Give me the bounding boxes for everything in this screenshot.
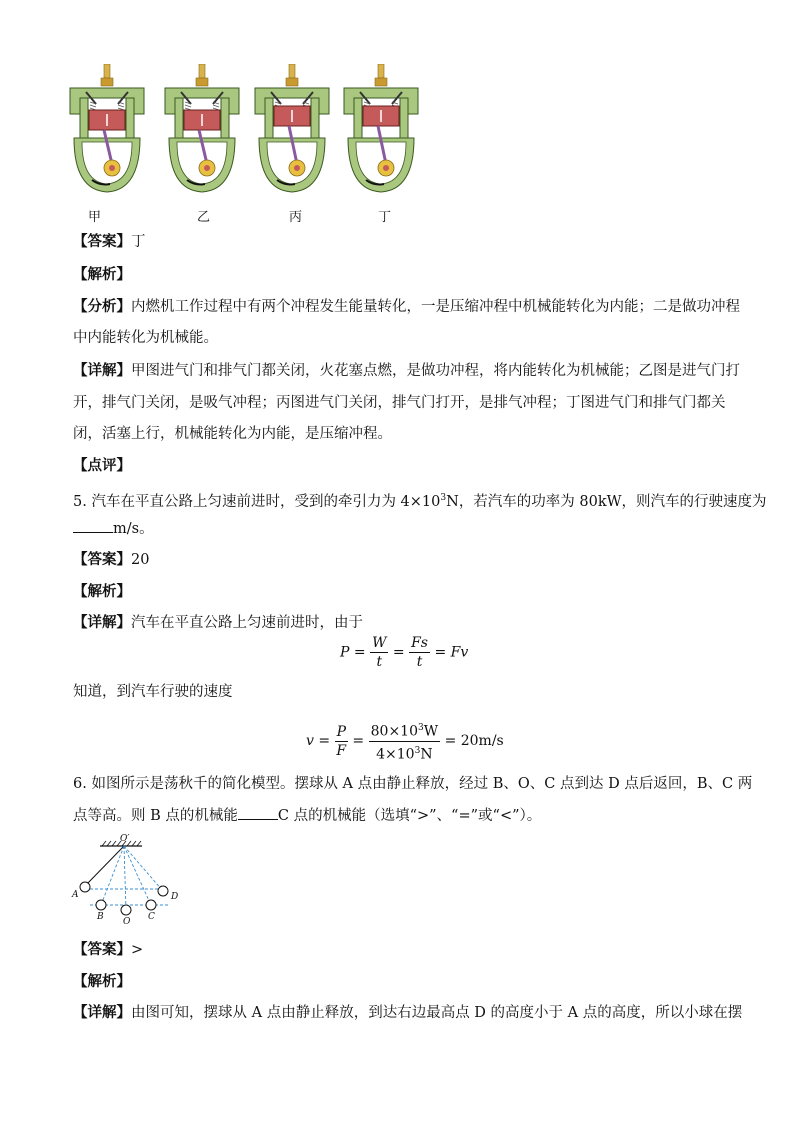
answer-tag: 【答案】 [73, 233, 131, 250]
eq-symbol: v [306, 733, 314, 750]
fraction-values [369, 719, 440, 763]
xiangjie-tag: 【详解】 [73, 1004, 131, 1021]
q5-stem-line-2 [73, 518, 154, 539]
num-value: 80×10 [370, 723, 418, 740]
q4-xiangjie-line-2: 开，排气门关闭，是吸气冲程；丙图进气门关闭，排气门打开，是排气冲程；丁图进气门和排气门都关 [73, 395, 726, 411]
q5-stem-line-1 [73, 488, 767, 512]
answer-tag: 【答案】 [73, 941, 131, 958]
q5-know-line: 知道，到汽车行驶的速度 [73, 684, 233, 700]
engine-diagrams [66, 64, 426, 204]
frac-num: P [336, 723, 346, 740]
q6-answer-line [73, 940, 143, 960]
frac-den: t [416, 654, 423, 670]
label-o: O [123, 917, 131, 927]
q4-answer-line [73, 232, 146, 252]
pendulum-diagram [70, 834, 190, 930]
xiangjie-text: 由图可知，摆球从 A 点由静止释放，到达右边最高点 D 的高度小于 A 点的高度，所以小球在摆 [131, 1005, 743, 1021]
engine-jia [70, 64, 144, 192]
label-d: D [171, 892, 179, 902]
frac-num: Fs [411, 635, 428, 651]
frac-den [369, 742, 440, 764]
eq-result: = 20m/s [444, 733, 504, 750]
q6-stem-a: 点等高。则 B 点的机械能 [73, 808, 238, 824]
q4-dianping-tag: 【点评】 [73, 457, 131, 474]
q4-fenxi-line-1 [73, 297, 740, 317]
q6-stem-line-1: 6. 如图所示是荡秋千的简化模型。摆球从 A 点由静止释放，经过 B、O、C 点到达 D 点后返回，B、C 两 [73, 776, 753, 792]
num-unit: W [423, 723, 439, 740]
q6-stem-b: C 点的机械能（选填“>”、“=”或“<”）。 [277, 808, 542, 824]
q4-xiangjie-line-1 [73, 361, 740, 381]
engine-yi [165, 64, 239, 192]
answer-tag: 【答案】 [73, 551, 131, 568]
q5-answer-line [73, 550, 149, 570]
q6-answer-blank[interactable] [238, 805, 278, 820]
equation-speed: v = $\frac{P}{F}$ = $\frac{80\times 10^3W}{4\times 10^3N}$ = 20m/s [306, 719, 504, 763]
engine-label-2: 乙 [197, 210, 211, 225]
q5-answer-blank[interactable] [73, 518, 113, 533]
den-unit: N [420, 746, 433, 763]
xiangjie-tag: 【详解】 [73, 614, 131, 631]
q5-stem-b: N，若汽车的功率为 80kW，则汽车的行驶速度为 [446, 493, 767, 510]
q5-stem-a: 5. 汽车在平直公路上匀速前进时，受到的牵引力为 4×10 [73, 493, 441, 510]
engine-label-1: 甲 [88, 210, 102, 225]
den-exp: 3 [414, 745, 421, 756]
answer-value: 20 [131, 552, 150, 568]
label-a: A [72, 890, 79, 900]
q4-xiangjie-line-3: 闭，活塞上行，机械能转化为内能，是压缩冲程。 [73, 426, 392, 442]
num-exp: 3 [417, 723, 424, 733]
answer-value: > [131, 942, 144, 958]
engine-bing [255, 64, 329, 192]
fraction-w-t [370, 634, 388, 671]
label-o-prime: O′ [120, 834, 130, 844]
xiangjie-text: 甲图进气门和排气门都关闭，火花塞点燃，是做功冲程，将内能转化为机械能；乙图是进气门打 [131, 363, 740, 379]
q6-analysis-tag: 【解析】 [73, 973, 131, 990]
den-value: 4×10 [376, 746, 415, 763]
equation-power: P = $\frac{W}{t}$ = $\frac{Fs}{t}$ = Fv [340, 635, 469, 670]
label-b: B [97, 912, 104, 922]
q4-fenxi-line-2: 中内能转化为机械能。 [73, 330, 218, 346]
eq-symbol: Fv [450, 644, 469, 661]
q4-analysis-tag: 【解析】 [73, 266, 131, 283]
q5-analysis-tag: 【解析】 [73, 583, 131, 600]
fraction-p-f [335, 723, 348, 760]
pendulum-figure [70, 834, 190, 930]
q5-stem-unit: m/s。 [113, 521, 154, 537]
frac-den: F [336, 742, 347, 759]
label-c: C [148, 912, 155, 922]
fraction-fs-t [409, 634, 430, 671]
q6-stem-line-2 [73, 805, 541, 826]
frac-num: W [372, 635, 387, 651]
engine-ding [344, 64, 418, 192]
engine-label-3: 丙 [289, 210, 303, 225]
frac-num [369, 719, 440, 742]
frac-den: t [376, 654, 383, 670]
engine-label-4: 丁 [378, 210, 392, 225]
q6-xiangjie-line-1 [73, 1003, 742, 1023]
answer-value: 丁 [131, 234, 146, 250]
xiangjie-tag: 【详解】 [73, 362, 131, 379]
xiangjie-text: 汽车在平直公路上匀速前进时，由于 [131, 615, 363, 631]
fenxi-tag: 【分析】 [73, 298, 131, 315]
fenxi-text: 内燃机工作过程中有两个冲程发生能量转化，一是压缩冲程中机械能转化为内能；二是做功冲程 [131, 299, 740, 315]
engine-figure [66, 64, 426, 204]
q5-xiangjie-line-1 [73, 613, 363, 633]
eq-symbol: P [340, 644, 350, 661]
q5-stem-sup: 3 [440, 493, 447, 503]
